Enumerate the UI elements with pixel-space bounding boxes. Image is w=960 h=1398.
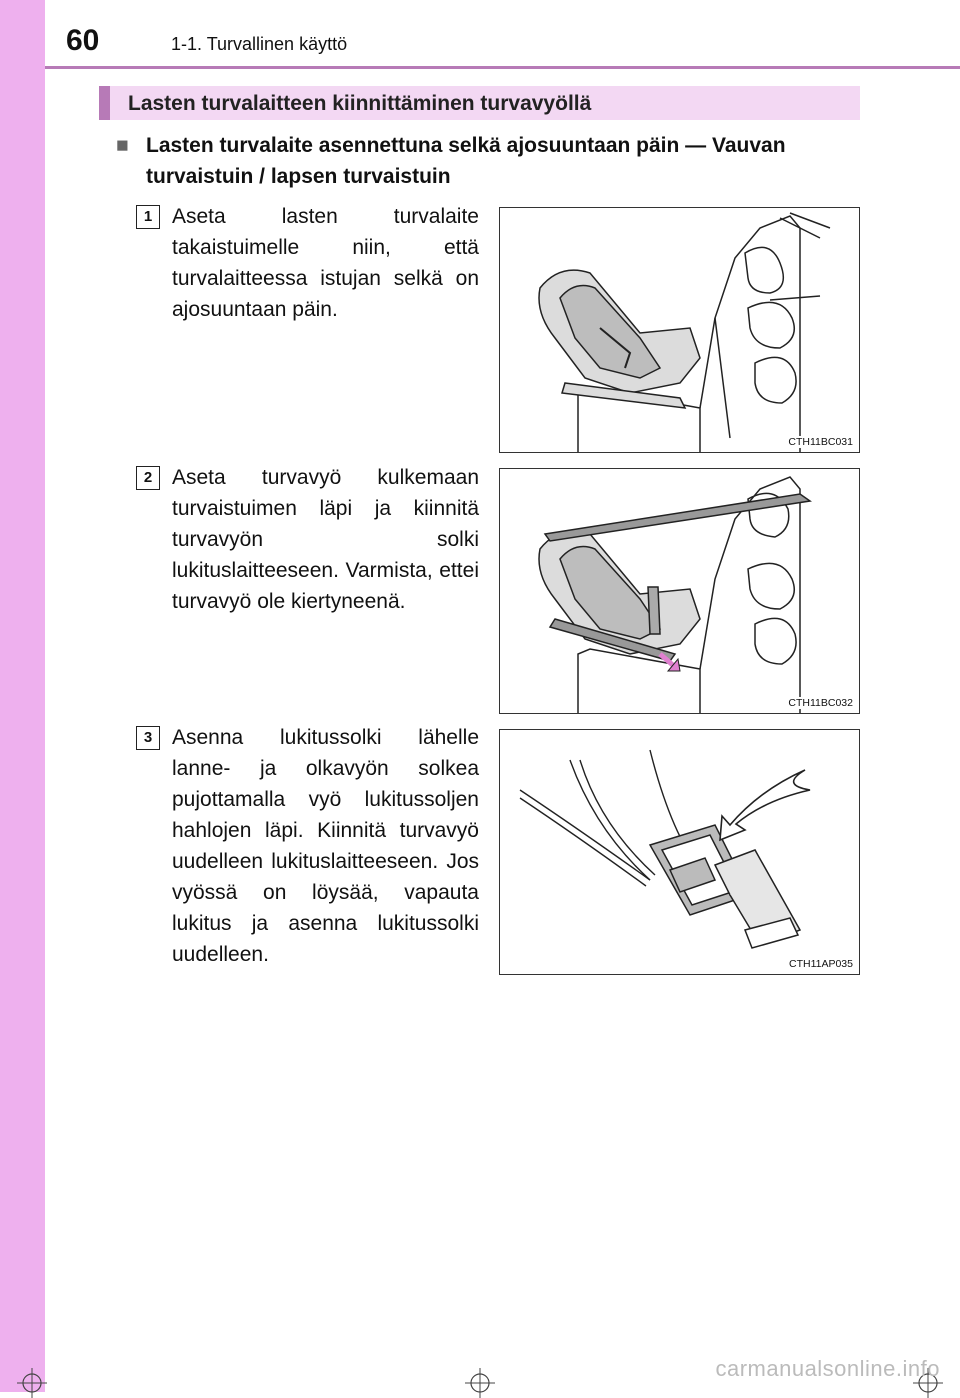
section-heading-bar bbox=[99, 86, 860, 120]
step-number-3: 3 bbox=[136, 726, 160, 750]
child-seat-illustration bbox=[500, 208, 860, 453]
figure-rear-facing-seat bbox=[499, 207, 860, 453]
section-title: 1-1. Turvallinen käyttö bbox=[171, 34, 348, 54]
figure-seatbelt-routing bbox=[499, 468, 860, 714]
step-text-3: Asenna lukitussolki lähelle lanne- ja olkavyön solkea pujottamalla vyö lukitussoljen hahlojen läpi. Kiinnitä turvavyö uudelleen lukituslaitteeseen. Jos vyössä on löysää, vapauta lukitus ja asenna lukitussolki uudelleen. bbox=[172, 726, 479, 966]
figure-code: CTH11AP035 bbox=[786, 958, 853, 970]
figure-code: CTH11BC032 bbox=[785, 697, 853, 709]
crosshair-icon bbox=[17, 1368, 47, 1398]
side-band bbox=[0, 0, 45, 1392]
crosshair-icon bbox=[465, 1368, 495, 1398]
step-number-2: 2 bbox=[136, 466, 160, 490]
page-number: 60 bbox=[66, 24, 100, 57]
figure-locking-clip bbox=[499, 729, 860, 975]
locking-clip-illustration bbox=[500, 730, 860, 975]
figure-code: CTH11BC031 bbox=[785, 436, 853, 448]
footer-watermark: carmanualsonline.info bbox=[715, 1356, 940, 1381]
curved-arrow-icon bbox=[720, 770, 810, 840]
section-heading: Lasten turvalaitteen kiinnittäminen turvavyöllä bbox=[128, 92, 592, 115]
subheading-text: Lasten turvalaite asennettuna selkä ajosuuntaan päin — Vauvan turvaistuin / lapsen turvaistuin bbox=[146, 134, 786, 188]
seatbelt-routing-illustration bbox=[500, 469, 860, 714]
subheading bbox=[116, 130, 866, 192]
step-number-1: 1 bbox=[136, 205, 160, 229]
square-bullet-icon: ■ bbox=[116, 134, 129, 157]
header-rule bbox=[45, 66, 960, 69]
step-text-2: Aseta turvavyö kulkemaan turvaistuimen läpi ja kiinnitä turvavyön solki lukituslaitteeseen. Varmista, ettei turvavyö ole kiertyneenä. bbox=[172, 466, 479, 613]
step-text-1: Aseta lasten turvalaite takaistuimelle niin, että turvalaitteessa istujan selkä on ajosuuntaan päin. bbox=[172, 205, 479, 321]
